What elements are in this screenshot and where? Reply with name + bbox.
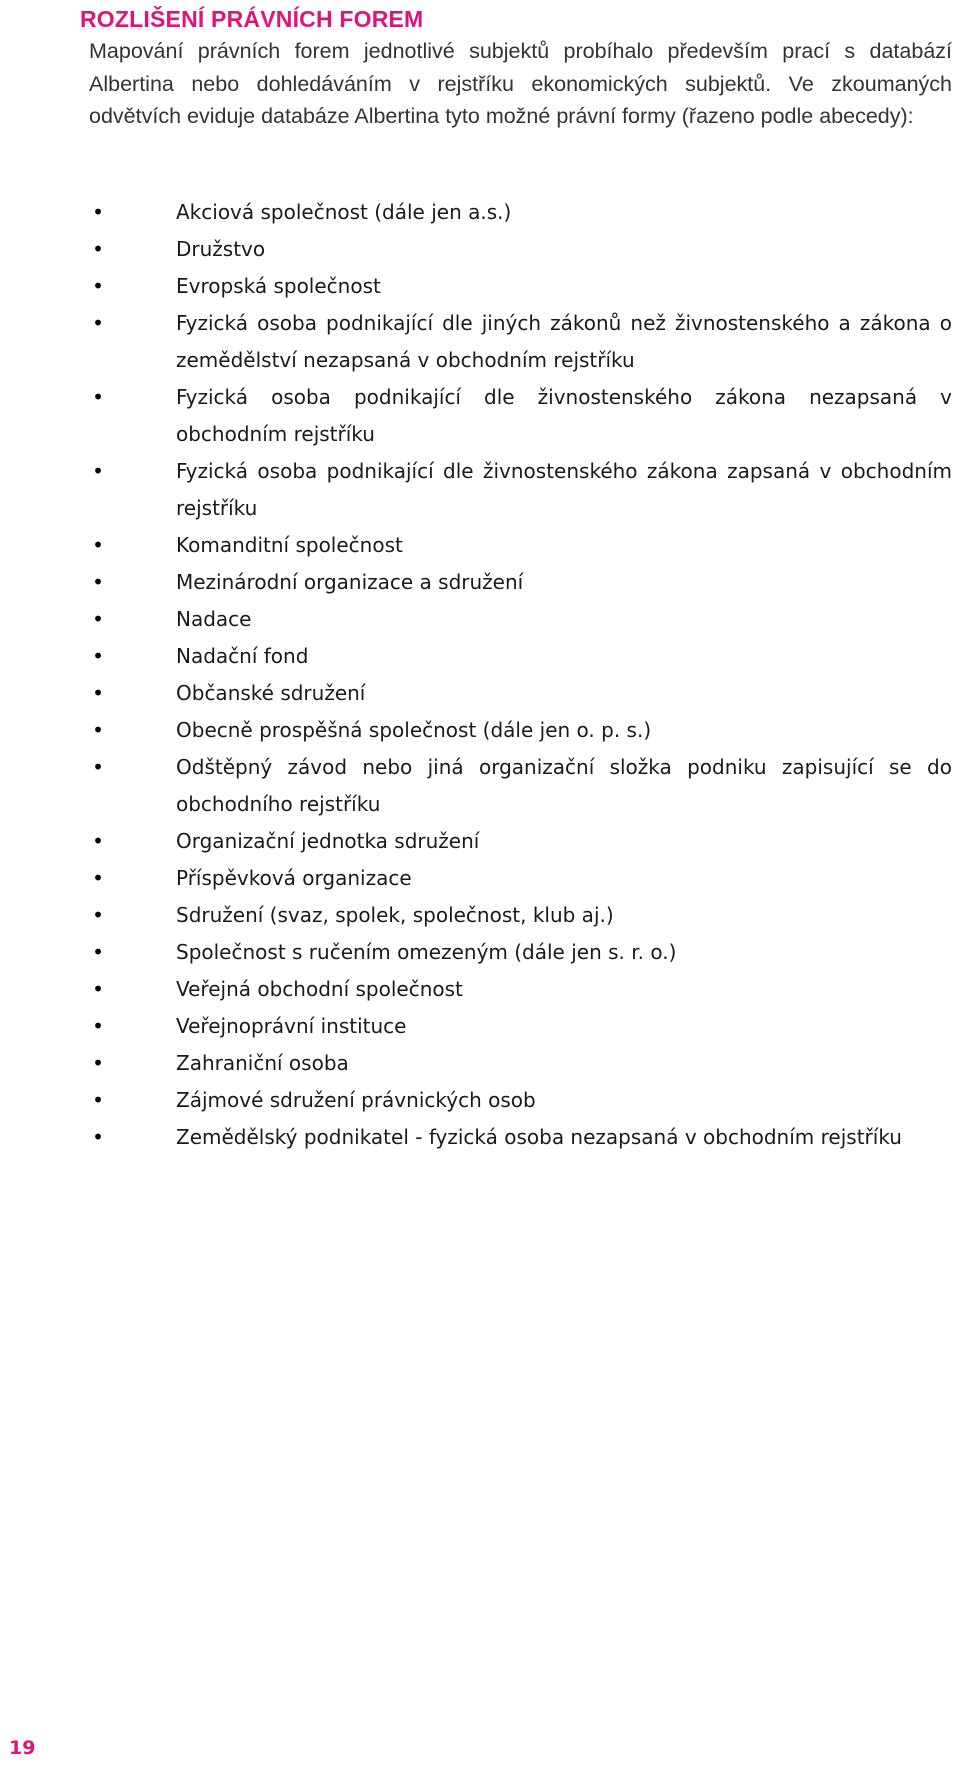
bullet-icon: • (92, 977, 104, 1001)
list-item-text: Mezinárodní organizace a sdružení (176, 570, 524, 594)
bullet-icon: • (92, 644, 104, 668)
bullet-icon: • (92, 200, 104, 224)
bullet-icon: • (92, 718, 104, 742)
list-item (0, 231, 960, 268)
list-item (0, 379, 960, 453)
list-item-text: Komanditní společnost (176, 533, 403, 557)
list-item (0, 601, 960, 638)
list-item-text: Fyzická osoba podnikající dle živnostenského zákona nezapsaná v obchodním rejstříku (176, 385, 952, 446)
bullet-icon: • (92, 533, 104, 557)
list-item (0, 971, 960, 1008)
bullet-icon: • (92, 903, 104, 927)
bullet-icon: • (92, 1088, 104, 1112)
bullet-icon: • (92, 311, 104, 335)
bullet-icon: • (92, 459, 104, 483)
bullet-icon: • (92, 1125, 104, 1149)
list-item-text: Příspěvková organizace (176, 866, 412, 890)
list-item (0, 1045, 960, 1082)
list-item (0, 1008, 960, 1045)
list-item-text: Veřejnoprávní instituce (176, 1014, 407, 1038)
list-item-text: Fyzická osoba podnikající dle jiných zákonů než živnostenského a zákona o zemědělství nezapsaná v obchodním rejstříku (176, 311, 952, 372)
list-item (0, 934, 960, 971)
list-item-text: Zájmové sdružení právnických osob (176, 1088, 536, 1112)
list-item-text: Odštěpný závod nebo jiná organizační složka podniku zapisující se do obchodního rejstříku (176, 755, 952, 816)
bullet-icon: • (92, 866, 104, 890)
bullet-icon: • (92, 1014, 104, 1038)
list-item (0, 749, 960, 823)
legal-forms-list (0, 194, 960, 1156)
list-item (0, 268, 960, 305)
page-number: 19 (9, 1737, 36, 1759)
bullet-icon: • (92, 607, 104, 631)
list-item-text: Organizační jednotka sdružení (176, 829, 480, 853)
bullet-icon: • (92, 940, 104, 964)
bullet-icon: • (92, 237, 104, 261)
list-item-text: Zemědělský podnikatel - fyzická osoba nezapsaná v obchodním rejstříku (176, 1125, 902, 1149)
bullet-icon: • (92, 755, 104, 779)
list-item (0, 823, 960, 860)
list-item-text: Nadační fond (176, 644, 309, 668)
list-item (0, 194, 960, 231)
list-item-text: Zahraniční osoba (176, 1051, 349, 1075)
list-item (0, 564, 960, 601)
list-item-text: Veřejná obchodní společnost (176, 977, 463, 1001)
bullet-icon: • (92, 570, 104, 594)
section-heading: ROZLIŠENÍ PRÁVNÍCH FOREM (80, 6, 424, 32)
list-item (0, 305, 960, 379)
bullet-icon: • (92, 829, 104, 853)
list-item-text: Obecně prospěšná společnost (dále jen o. p. s.) (176, 718, 652, 742)
list-item-text: Fyzická osoba podnikající dle živnostenského zákona zapsaná v obchodním rejstříku (176, 459, 952, 520)
list-item (0, 675, 960, 712)
list-item (0, 897, 960, 934)
bullet-icon: • (92, 274, 104, 298)
list-item-text: Evropská společnost (176, 274, 381, 298)
bullet-icon: • (92, 385, 104, 409)
list-item-text: Akciová společnost (dále jen a.s.) (176, 200, 512, 224)
list-item-text: Družstvo (176, 237, 266, 261)
list-item-text: Nadace (176, 607, 252, 631)
list-item-text: Společnost s ručením omezeným (dále jen s. r. o.) (176, 940, 677, 964)
intro-paragraph: Mapování právních forem jednotlivé subjektů probíhalo především prací s databází Albertina nebo dohledáváním v rejstříku ekonomických subjektů. Ve zkoumaných odvětvích eviduje databáze Albertina tyto možné právní formy (řazeno podle abecedy): (89, 39, 952, 129)
list-item (0, 638, 960, 675)
list-item (0, 1082, 960, 1119)
list-item (0, 1119, 960, 1156)
list-item (0, 453, 960, 527)
list-item-text: Sdružení (svaz, spolek, společnost, klub aj.) (176, 903, 614, 927)
list-item (0, 527, 960, 564)
bullet-icon: • (92, 681, 104, 705)
bullet-icon: • (92, 1051, 104, 1075)
list-item-text: Občanské sdružení (176, 681, 366, 705)
list-item (0, 712, 960, 749)
list-item (0, 860, 960, 897)
